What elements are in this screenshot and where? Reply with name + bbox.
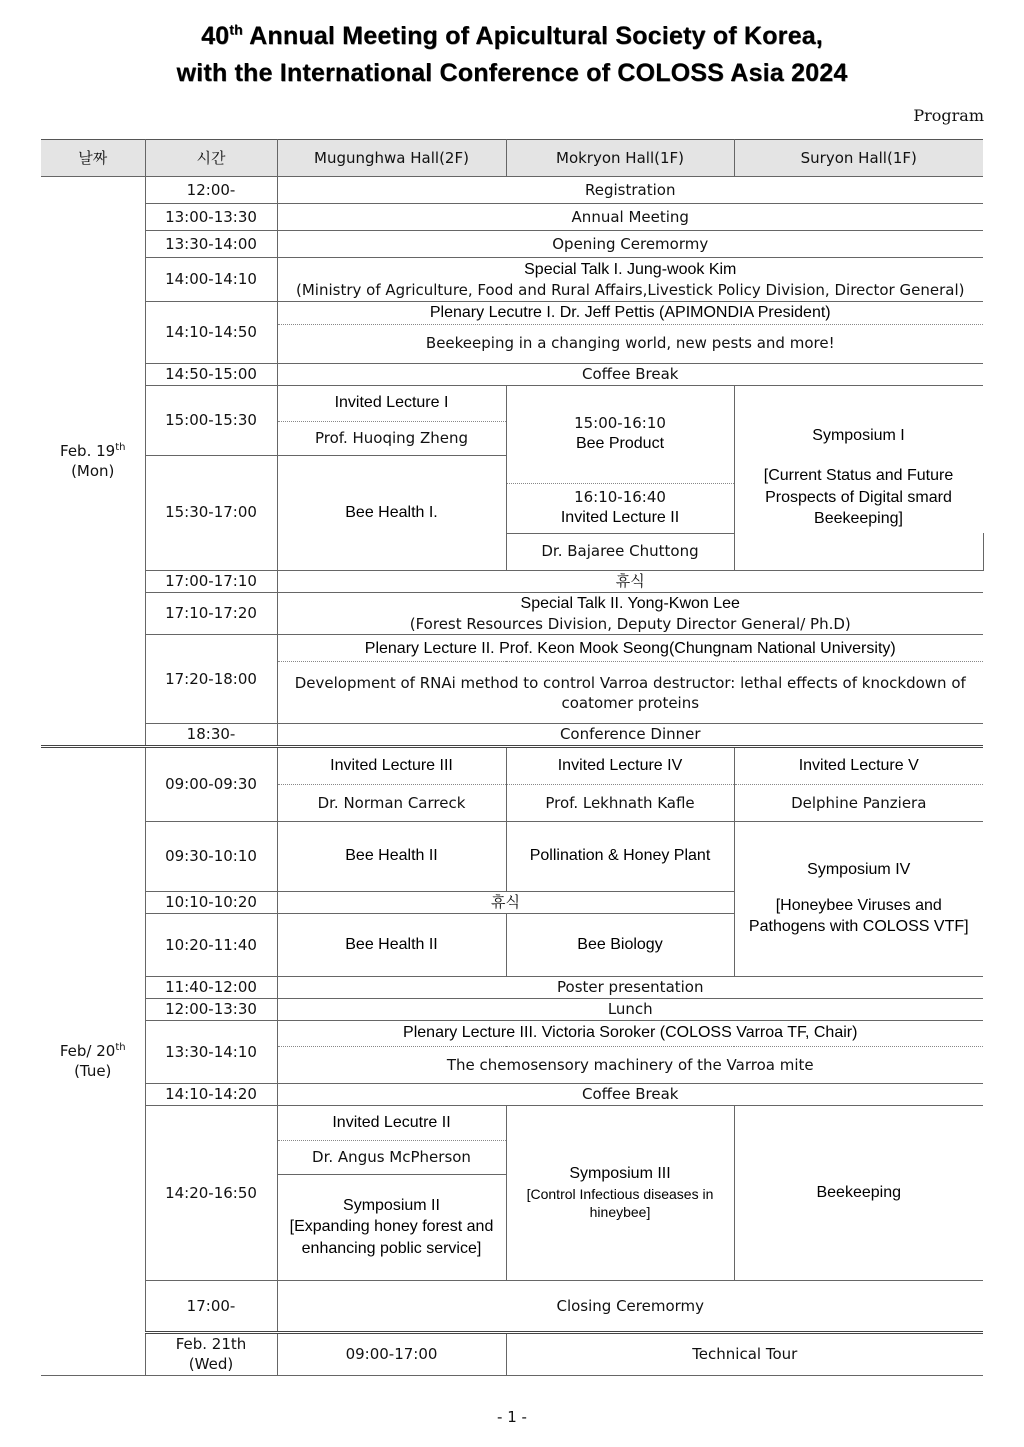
plenary-talk-cell: The chemosensory machinery of the Varroa mite — [277, 1046, 983, 1083]
session-cell: Bee Health II — [277, 821, 506, 891]
header-date: 날짜 — [41, 140, 145, 177]
symposium-cell — [506, 1105, 734, 1280]
time-cell: 17:20-18:00 — [145, 635, 277, 724]
table-row — [41, 1280, 983, 1332]
table-row — [41, 258, 983, 302]
program-label: Program — [913, 106, 984, 125]
symposium-cell — [734, 821, 983, 976]
day2-date: Feb/ 20 — [59, 1041, 116, 1060]
invited-lecture-speaker: Dr. Angus McPherson — [277, 1140, 506, 1174]
event-cell: Technical Tour — [506, 1332, 983, 1375]
time-cell: 13:30-14:10 — [145, 1020, 277, 1083]
day3-date-cell — [145, 1332, 277, 1375]
event-cell: Registration — [277, 177, 983, 204]
mokryon-session-cell — [506, 385, 734, 483]
table-row — [41, 204, 983, 231]
title-line-1-text: Annual Meeting of Apicultural Society of Korea, — [242, 22, 823, 50]
session-cell: Bee Health I. — [277, 455, 506, 570]
plenary-talk-cell: Development of RNAi method to control Varroa destructor: lethal effects of knockdown of coatomer proteins — [277, 662, 983, 724]
time-cell: 13:30-14:00 — [145, 231, 277, 258]
invited-lecture-title: Invited Lecture I — [277, 385, 506, 421]
day2-weekday: (Tue) — [74, 1062, 112, 1081]
time-cell: 14:50-15:00 — [145, 363, 277, 385]
invited-lecture-speaker: Delphine Panziera — [734, 784, 983, 821]
event-cell: Coffee Break — [277, 363, 983, 385]
special-talk-cell — [277, 258, 983, 302]
header-hall-suryon: Suryon Hall(1F) — [734, 140, 983, 177]
symposium-title: Symposium I — [812, 427, 905, 445]
time-cell: 09:30-10:10 — [145, 821, 277, 891]
event-cell: 휴식 — [277, 570, 983, 592]
time-cell: 10:20-11:40 — [145, 913, 277, 976]
day1-date-cell — [41, 177, 145, 747]
header-time: 시간 — [145, 140, 277, 177]
title-line-2: with the International Conference of COLOSS Asia 2024 — [176, 59, 848, 87]
mokryon-invited-speaker: Dr. Bajaree Chuttong — [506, 533, 734, 570]
day1-date-sup: th — [115, 441, 126, 453]
plenary-talk-cell: Beekeeping in a changing world, new pests and more! — [277, 324, 983, 363]
invited-lecture-title: Invited Lecture III — [277, 746, 506, 784]
event-cell: Opening Ceremormy — [277, 231, 983, 258]
symposium-title: Symposium IV — [807, 861, 911, 879]
symposium-desc: [Expanding honey forest and enhancing poblic service] — [289, 1218, 494, 1257]
event-cell: Conference Dinner — [277, 724, 983, 746]
table-row — [41, 724, 983, 746]
mokryon-invited-time: 16:10-16:40 — [574, 488, 666, 507]
time-cell: 14:00-14:10 — [145, 258, 277, 302]
time-cell: 11:40-12:00 — [145, 976, 277, 998]
special-talk-cell — [277, 592, 983, 635]
table-row — [41, 385, 983, 421]
session-cell: Bee Health II — [277, 913, 506, 976]
mokryon-session-time: 15:00-16:10 — [574, 414, 666, 433]
time-cell: 15:00-15:30 — [145, 385, 277, 455]
day3-weekday: (Wed) — [188, 1355, 234, 1374]
plenary-title-cell: Plenary Lecture II. Prof. Keon Mook Seong(Chungnam National University) — [277, 635, 983, 662]
time-cell: 15:30-17:00 — [145, 455, 277, 570]
table-row — [41, 1020, 983, 1046]
time-cell: 12:00-13:30 — [145, 998, 277, 1020]
symposium-desc: [Honeybee Viruses and Pathogens with COLOSS VTF] — [748, 896, 969, 936]
table-row — [41, 177, 983, 204]
time-cell: 10:10-10:20 — [145, 891, 277, 913]
page-number: - 1 - — [497, 1408, 527, 1426]
time-cell: 09:00-09:30 — [145, 746, 277, 821]
time-cell: 18:30- — [145, 724, 277, 746]
session-cell: Beekeeping — [734, 1105, 983, 1280]
day3-date: Feb. 21th — [175, 1334, 247, 1353]
mokryon-invited-title: Invited Lecture II — [560, 509, 680, 527]
table-row — [41, 1332, 983, 1375]
header-hall-mokryon: Mokryon Hall(1F) — [506, 140, 734, 177]
table-row — [41, 302, 983, 325]
time-cell: 09:00-17:00 — [277, 1332, 506, 1375]
invited-lecture-speaker: Prof. Huoqing Zheng — [277, 421, 506, 455]
event-cell: Annual Meeting — [277, 204, 983, 231]
table-row — [41, 1105, 983, 1140]
header-hall-mugunghwa: Mugunghwa Hall(2F) — [277, 140, 506, 177]
title-superscript: th — [229, 21, 243, 38]
mokryon-session-title: Bee Product — [575, 435, 665, 453]
invited-lecture-speaker: Prof. Lekhnath Kafle — [506, 784, 734, 821]
event-cell: Coffee Break — [277, 1083, 983, 1105]
symposium-desc: [Current Status and Future Prospects of Digital smard Beekeeping] — [763, 467, 954, 528]
table-row — [41, 231, 983, 258]
title-line-1 — [0, 22, 1024, 51]
symposium-title: Symposium II — [343, 1196, 440, 1214]
table-row — [41, 746, 983, 784]
invited-lecture-title: Invited Lecture IV — [506, 746, 734, 784]
time-cell: 17:00- — [145, 1280, 277, 1332]
invited-lecture-speaker: Dr. Norman Carreck — [277, 784, 506, 821]
time-cell: 14:10-14:20 — [145, 1083, 277, 1105]
event-cell: Lunch — [277, 998, 983, 1020]
plenary-title-cell: Plenary Lecture III. Victoria Soroker (COLOSS Varroa TF, Chair) — [277, 1020, 983, 1046]
table-row — [41, 1083, 983, 1105]
symposium-cell — [734, 385, 983, 570]
symposium-desc: [Control Infectious diseases in hineybee] — [526, 1185, 714, 1221]
day1-date: Feb. 19 — [60, 441, 116, 460]
event-cell: Closing Ceremormy — [277, 1280, 983, 1332]
plenary-title-cell: Plenary Lecutre I. Dr. Jeff Pettis (APIMONDIA President) — [277, 302, 983, 325]
event-cell: 휴식 — [277, 891, 734, 913]
session-cell: Pollination & Honey Plant — [506, 821, 734, 891]
mokryon-invited-cell — [506, 483, 734, 533]
table-row — [41, 570, 983, 592]
table-row — [41, 592, 983, 635]
table-row — [41, 363, 983, 385]
special-talk-title: Special Talk I. Jung-wook Kim — [524, 260, 737, 278]
day1-weekday: (Mon) — [71, 461, 115, 480]
table-row — [41, 998, 983, 1020]
time-cell: 14:20-16:50 — [145, 1105, 277, 1280]
day2-date-sup: th — [115, 1041, 126, 1053]
special-talk-title: Special Talk II. Yong-Kwon Lee — [520, 594, 740, 612]
schedule-table — [41, 139, 983, 1376]
day2-date-cell — [41, 746, 145, 1375]
special-talk-detail: (Forest Resources Division, Deputy Director General/ Ph.D) — [409, 615, 851, 634]
symposium-title: Symposium III — [569, 1165, 671, 1182]
session-cell: Bee Biology — [506, 913, 734, 976]
invited-lecture-title: Invited Lecture V — [734, 746, 983, 784]
time-cell: 17:00-17:10 — [145, 570, 277, 592]
table-row — [41, 635, 983, 662]
time-cell: 14:10-14:50 — [145, 302, 277, 364]
invited-lecture-title: Invited Lecutre II — [277, 1105, 506, 1140]
time-cell: 13:00-13:30 — [145, 204, 277, 231]
time-cell: 12:00- — [145, 177, 277, 204]
table-row — [41, 976, 983, 998]
title-number: 40 — [201, 22, 230, 50]
special-talk-detail: (Ministry of Agriculture, Food and Rural Affairs,Livestick Policy Division, Director General) — [296, 281, 965, 300]
table-header-row — [41, 140, 983, 177]
symposium-cell — [277, 1174, 506, 1280]
table-row — [41, 821, 983, 891]
time-cell: 17:10-17:20 — [145, 592, 277, 635]
event-cell: Poster presentation — [277, 976, 983, 998]
